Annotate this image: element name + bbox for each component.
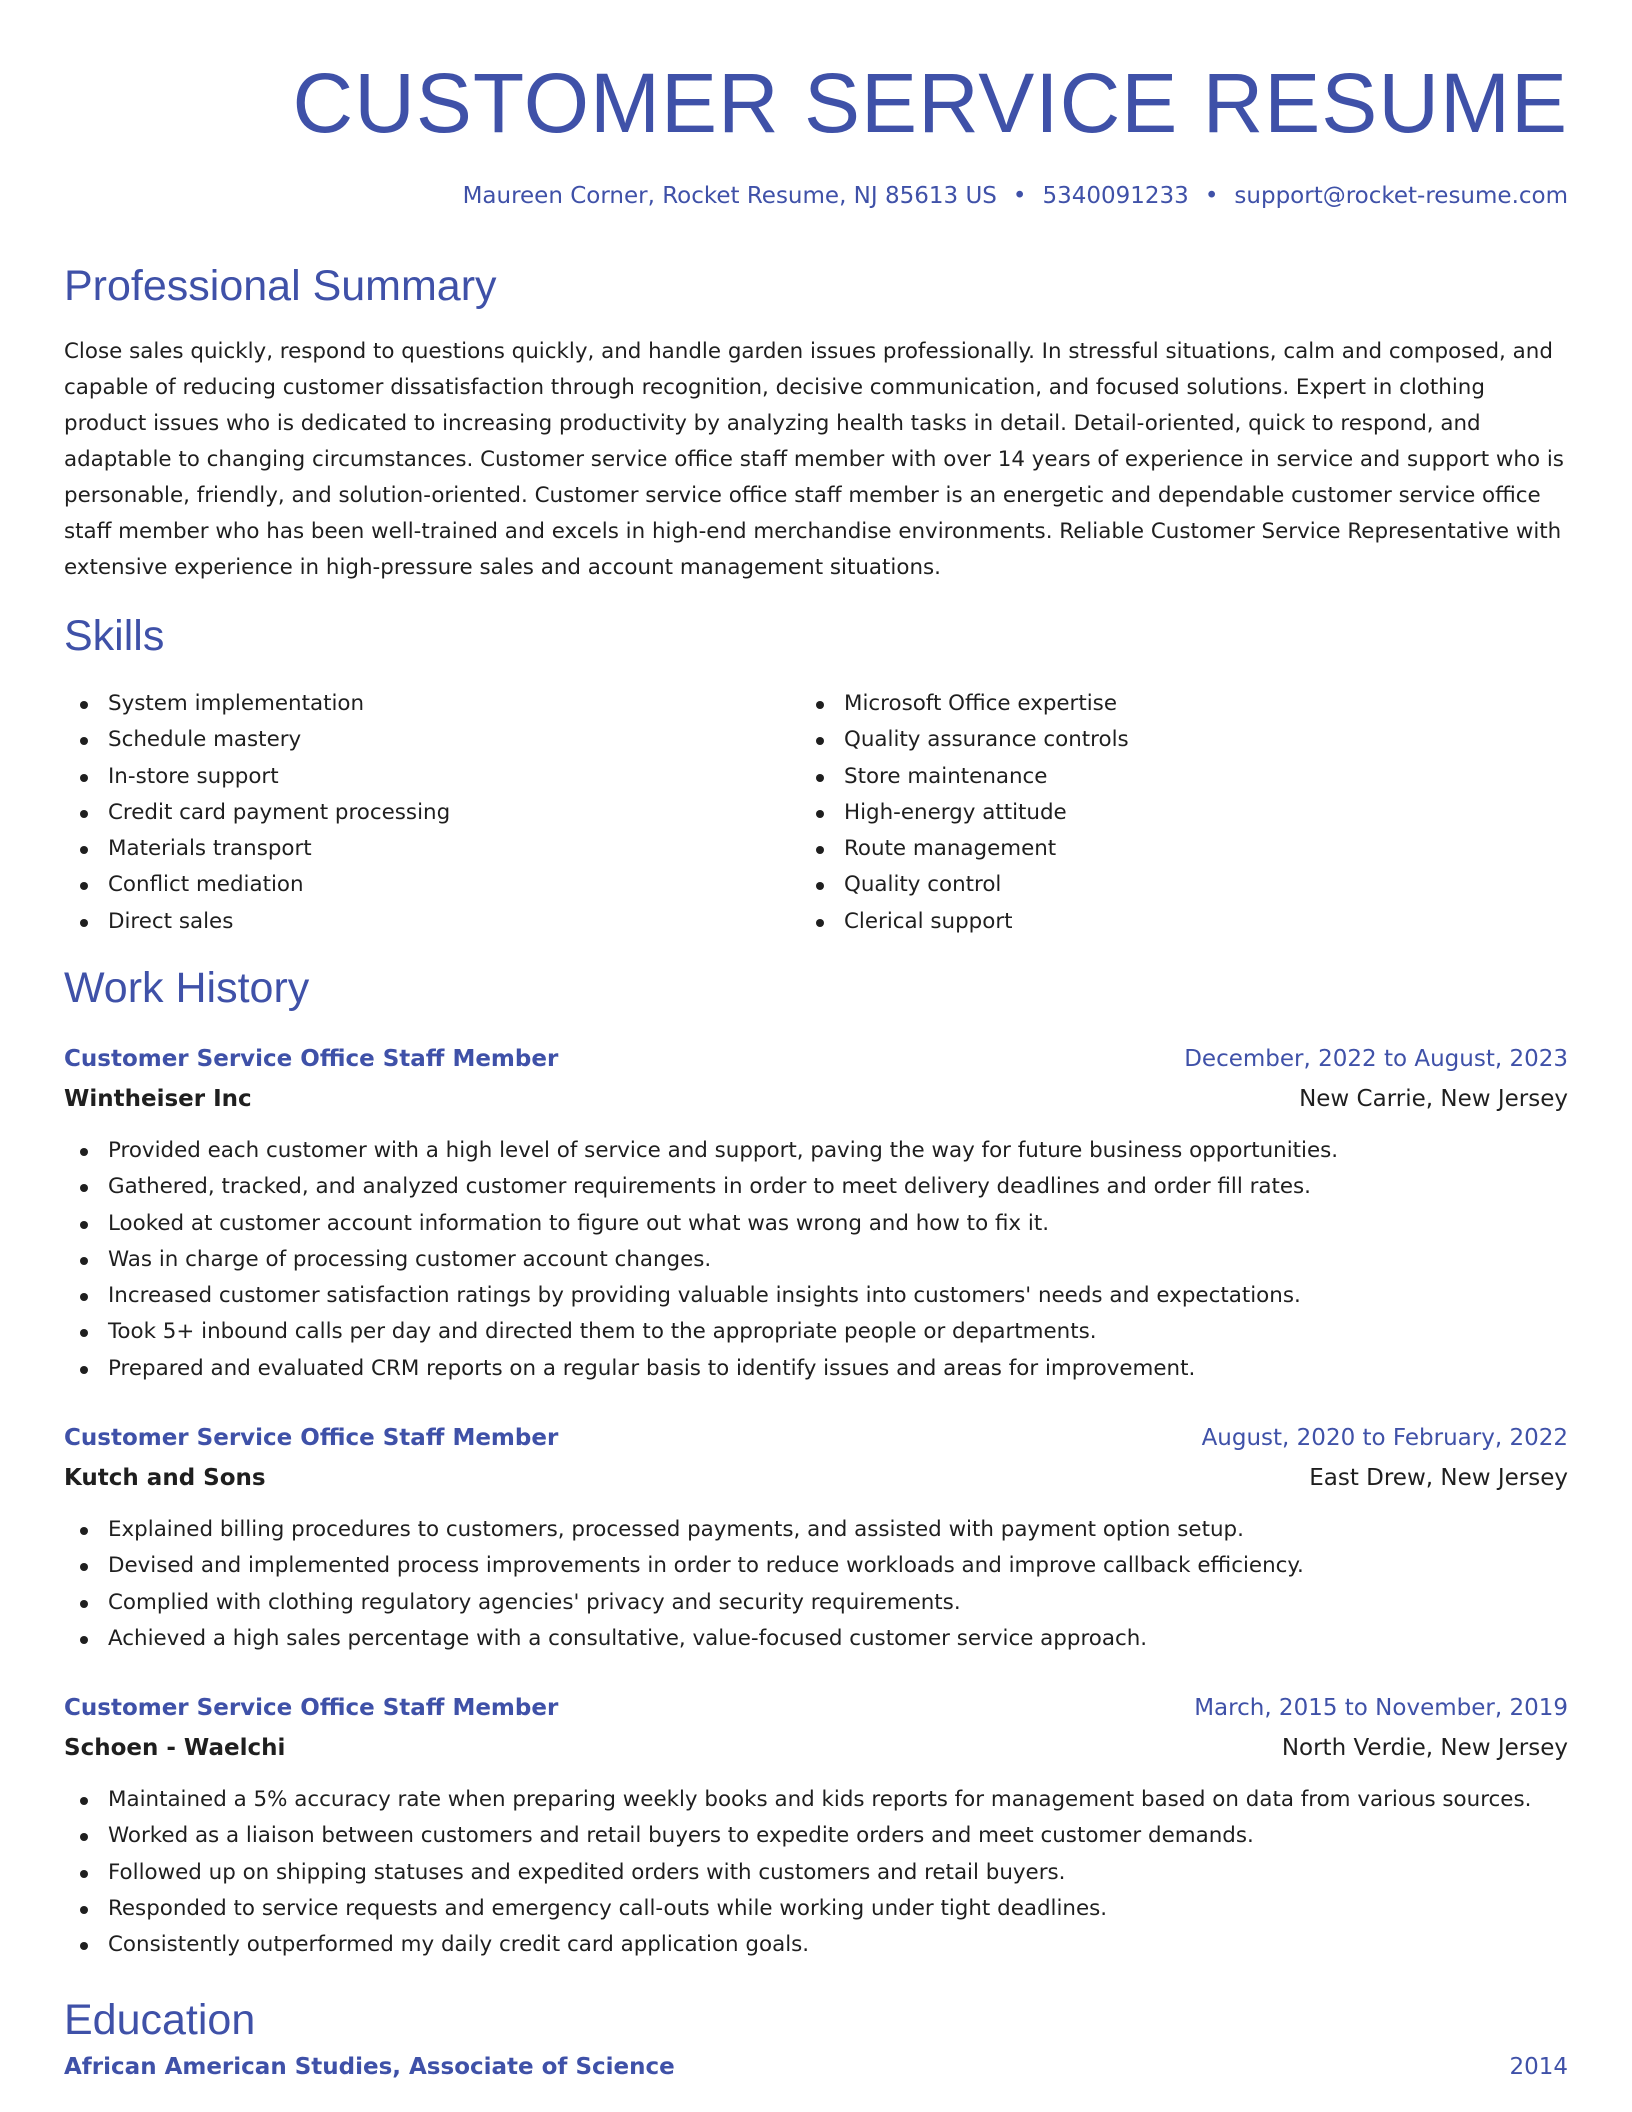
job-bullet: Worked as a liaison between customers and retail buyers to expedite orders and meet customer demands.	[64, 1818, 1531, 1854]
contact-line	[463, 180, 1568, 212]
job-title: Customer Service Office Staff Member	[64, 1695, 559, 1721]
skills-list-left	[64, 686, 450, 940]
contact-separator: •	[1204, 183, 1219, 209]
job-title: Customer Service Office Staff Member	[64, 1425, 559, 1451]
job-bullet: Provided each customer with a high level of service and support, paving the way for future business opportunities.	[64, 1133, 1338, 1169]
job-location: North Verdie, New Jersey	[1281, 1735, 1568, 1761]
skill-item: Conflict mediation	[64, 867, 450, 903]
job-bullet: Took 5+ inbound calls per day and directed them to the appropriate people or departments.	[64, 1314, 1338, 1350]
skills-heading: Skills	[64, 612, 165, 660]
job-entry	[64, 1689, 1568, 1958]
skill-item: High-energy attitude	[800, 795, 1129, 831]
skill-item: Route management	[800, 831, 1129, 867]
job-dates: August, 2020 to February, 2022	[1201, 1425, 1568, 1451]
job-bullets	[64, 1512, 1304, 1657]
resume-title: CUSTOMER SERVICE RESUME	[292, 56, 1568, 150]
job-bullets	[64, 1133, 1338, 1387]
summary-text: Close sales quickly, respond to questions quickly, and handle garden issues professionally. In stressful situations, calm and composed, and capable of reducing customer dissatisfaction through recognition, decisive communication, and focused solutions. Expert in clothing product issues who is dedicated to increasing productivity by analyzing health tasks in detail. Detail-oriented, quick to respond, and adaptable to changing circumstances. Customer service office staff member with over 14 years of experience in service and support who is personable, friendly, and solution-oriented. Customer service office staff member is an energetic and dependable customer service office staff member who has been well-trained and excels in high-end merchandise environments. Reliable Customer Service Representative with extensive experience in high-pressure sales and account management situations.	[64, 339, 1564, 580]
job-bullet: Maintained a 5% accuracy rate when preparing weekly books and kids reports for management based on data from various sources.	[64, 1782, 1531, 1818]
job-bullet: Complied with clothing regulatory agencies' privacy and security requirements.	[64, 1585, 1304, 1621]
job-bullet: Explained billing procedures to customers, processed payments, and assisted with payment option setup.	[64, 1512, 1304, 1548]
job-bullet: Gathered, tracked, and analyzed customer requirements in order to meet delivery deadlines and order fill rates.	[64, 1169, 1338, 1205]
education-degree: African American Studies, Associate of Science	[64, 2054, 675, 2080]
job-entry	[64, 1419, 1568, 1651]
job-bullet: Devised and implemented process improvements in order to reduce workloads and improve callback efficiency.	[64, 1548, 1304, 1584]
skill-item: Quality assurance controls	[800, 722, 1129, 758]
education-heading: Education	[64, 1996, 256, 2044]
job-bullet: Looked at customer account information to figure out what was wrong and how to fix it.	[64, 1206, 1338, 1242]
summary-heading: Professional Summary	[64, 262, 497, 310]
job-header	[64, 1040, 1568, 1080]
job-company: Schoen - Waelchi	[64, 1735, 286, 1761]
job-dates: March, 2015 to November, 2019	[1194, 1695, 1568, 1721]
job-bullet: Was in charge of processing customer account changes.	[64, 1242, 1338, 1278]
contact-address: Maureen Corner, Rocket Resume, NJ 85613 US	[462, 183, 997, 209]
skill-item: System implementation	[64, 686, 450, 722]
job-bullets	[64, 1782, 1531, 1963]
skills-list-right	[800, 686, 1129, 940]
job-header	[64, 1689, 1568, 1729]
job-company: Wintheiser Inc	[64, 1086, 252, 1112]
job-entry	[64, 1040, 1568, 1381]
contact-separator: •	[1012, 183, 1027, 209]
contact-email[interactable]: support@rocket-resume.com	[1234, 183, 1568, 209]
skill-item: Credit card payment processing	[64, 795, 450, 831]
job-bullet: Achieved a high sales percentage with a consultative, value-focused customer service approach.	[64, 1621, 1304, 1657]
job-header	[64, 1419, 1568, 1459]
work-history-heading: Work History	[64, 964, 310, 1012]
skill-item: Clerical support	[800, 904, 1129, 940]
skill-item: Schedule mastery	[64, 722, 450, 758]
job-subheader	[64, 1729, 1568, 1769]
job-location: East Drew, New Jersey	[1309, 1465, 1568, 1491]
job-bullet: Followed up on shipping statuses and expedited orders with customers and retail buyers.	[64, 1855, 1531, 1891]
job-subheader	[64, 1459, 1568, 1499]
skill-item: Materials transport	[64, 831, 450, 867]
education-entry	[64, 2048, 1568, 2088]
skill-item: Direct sales	[64, 904, 450, 940]
job-bullet: Increased customer satisfaction ratings by providing valuable insights into customers' needs and expectations.	[64, 1278, 1338, 1314]
job-company: Kutch and Sons	[64, 1465, 266, 1491]
job-bullet: Responded to service requests and emergency call-outs while working under tight deadlines.	[64, 1891, 1531, 1927]
education-year: 2014	[1509, 2054, 1568, 2080]
job-location: New Carrie, New Jersey	[1299, 1086, 1568, 1112]
skill-item: Quality control	[800, 867, 1129, 903]
skill-item: Store maintenance	[800, 759, 1129, 795]
job-bullet: Prepared and evaluated CRM reports on a regular basis to identify issues and areas for improvement.	[64, 1351, 1338, 1387]
job-title: Customer Service Office Staff Member	[64, 1046, 559, 1072]
job-dates: December, 2022 to August, 2023	[1184, 1046, 1568, 1072]
skill-item: In-store support	[64, 759, 450, 795]
skill-item: Microsoft Office expertise	[800, 686, 1129, 722]
job-subheader	[64, 1080, 1568, 1120]
job-bullet: Consistently outperformed my daily credit card application goals.	[64, 1927, 1531, 1963]
contact-phone: 5340091233	[1042, 183, 1189, 209]
